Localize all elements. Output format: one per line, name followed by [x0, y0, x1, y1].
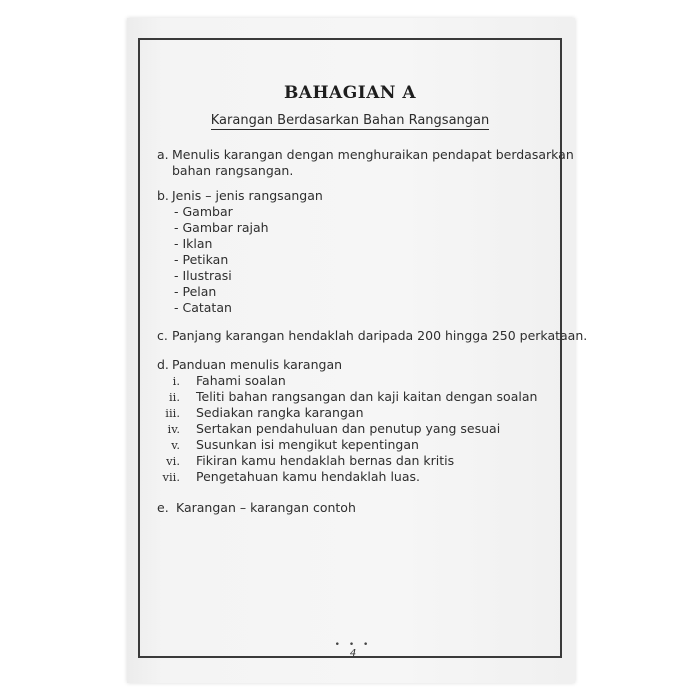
- section-a-letter: a.: [157, 147, 169, 162]
- section-d-num: i.: [172, 374, 180, 388]
- section-d-num: vi.: [166, 454, 180, 468]
- section-d-item: Sertakan pendahuluan dan penutup yang sesuai: [196, 421, 501, 436]
- section-d-letter: d.: [157, 357, 169, 372]
- section-d-num: vii.: [162, 470, 180, 484]
- section-d-item: Pengetahuan kamu hendaklah luas.: [196, 469, 420, 484]
- section-b-item: - Gambar rajah: [174, 220, 269, 235]
- section-b-item: - Catatan: [174, 300, 232, 315]
- section-a-line-1: Menulis karangan dengan menghuraikan pendapat berdasarkan: [172, 147, 574, 162]
- section-e-text: Karangan – karangan contoh: [176, 500, 356, 515]
- section-b-item: - Petikan: [174, 252, 229, 267]
- page-subtitle: [138, 113, 562, 128]
- section-e-letter: e.: [157, 500, 169, 515]
- section-d-num: iv.: [167, 422, 180, 436]
- page-title: BAHAGIAN A: [283, 83, 417, 103]
- section-c-text: Panjang karangan hendaklah daripada 200 hingga 250 perkataan.: [172, 328, 588, 343]
- section-d-item: Susunkan isi mengikut kepentingan: [196, 437, 419, 452]
- page-subtitle-text: Karangan Berdasarkan Bahan Rangsangan: [210, 113, 490, 128]
- section-b-item: - Ilustrasi: [174, 268, 232, 283]
- section-d-item: Fahami soalan: [196, 373, 286, 388]
- section-b-title: Jenis – jenis rangsangan: [172, 188, 323, 203]
- page-number: 4: [349, 648, 357, 659]
- footer-dots: • • •: [334, 640, 372, 650]
- section-d-title: Panduan menulis karangan: [172, 357, 343, 372]
- section-b-item: - Pelan: [174, 284, 217, 299]
- section-d-item: Teliti bahan rangsangan dan kaji kaitan dengan soalan: [196, 389, 538, 404]
- section-d-num: ii.: [168, 390, 180, 404]
- page-border: [138, 38, 562, 658]
- section-c-letter: c.: [157, 328, 168, 343]
- section-d-num: iii.: [165, 406, 180, 420]
- section-b-letter: b.: [157, 188, 169, 203]
- section-d-num: v.: [171, 438, 180, 452]
- section-b-item: - Gambar: [174, 204, 233, 219]
- section-d-item: Fikiran kamu hendaklah bernas dan kritis: [196, 453, 455, 468]
- section-a-line-2: bahan rangsangan.: [172, 163, 294, 178]
- section-d-item: Sediakan rangka karangan: [196, 405, 364, 420]
- section-b-item: - Iklan: [174, 236, 213, 251]
